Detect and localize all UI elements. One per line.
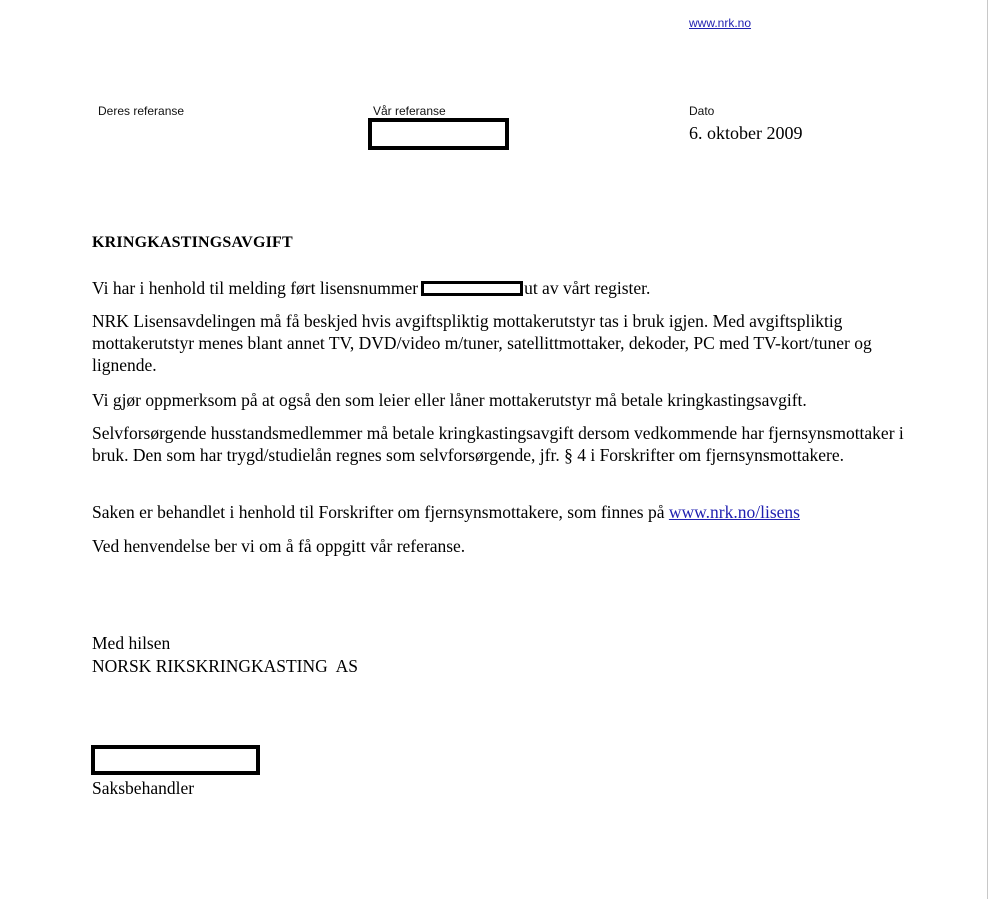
paragraph-equipment: NRK Lisensavdelingen må få beskjed hvis avgiftspliktig mottakerutstyr tas i bruk igjen. Med avgiftspliktig mottakerutstyr menes blant annet TV, DVD/video m/tuner, satellittmottaker, dekoder, PC med TV-kort/tuner og lignende. (92, 311, 872, 375)
redacted-signature-box (91, 745, 260, 775)
redacted-license-number (421, 281, 523, 296)
redacted-reference-box (368, 118, 509, 150)
paragraph-1-end: ut av vårt register. (524, 278, 651, 298)
letter-subject: KRINGKASTINGSAVGIFT (92, 234, 293, 251)
paragraph-regulations (92, 501, 932, 523)
paragraph-renting: Vi gjør oppmerksom på at også den som leier eller låner mottakerutstyr må betale kringkastingsavgift. (92, 390, 807, 410)
paragraph-1-start: Vi har i henhold til melding ført lisensnummer (92, 278, 419, 298)
license-link[interactable]: www.nrk.no/lisens (668, 502, 800, 522)
your-reference-label: Deres referanse (98, 104, 185, 118)
paragraph-license-removed (92, 277, 932, 299)
date-label: Dato (689, 104, 715, 118)
website-link[interactable]: www.nrk.no (689, 16, 752, 30)
paragraph-reference: Ved henvendelse ber vi om å få oppgitt vår referanse. (92, 536, 466, 556)
our-reference-label: Vår referanse (373, 104, 446, 118)
signer-role: Saksbehandler (92, 778, 195, 798)
closing-greeting: Med hilsen (92, 633, 171, 653)
company-name: NORSK RIKSKRINGKASTING AS (92, 656, 358, 676)
paragraph-5-text: Saken er behandlet i henhold til Forskrifter om fjernsynsmottakere, som finnes på (92, 502, 669, 522)
page-edge-line (987, 0, 988, 899)
date-value: 6. oktober 2009 (689, 123, 803, 143)
paragraph-household: Selvforsørgende husstandsmedlemmer må betale kringkastingsavgift dersom vedkommende har fjernsynsmottaker i bruk. Den som har trygd/studielån regnes som selvforsørgende, jfr. § 4 i Forskrifter om fjernsynsmottakere. (92, 423, 904, 465)
